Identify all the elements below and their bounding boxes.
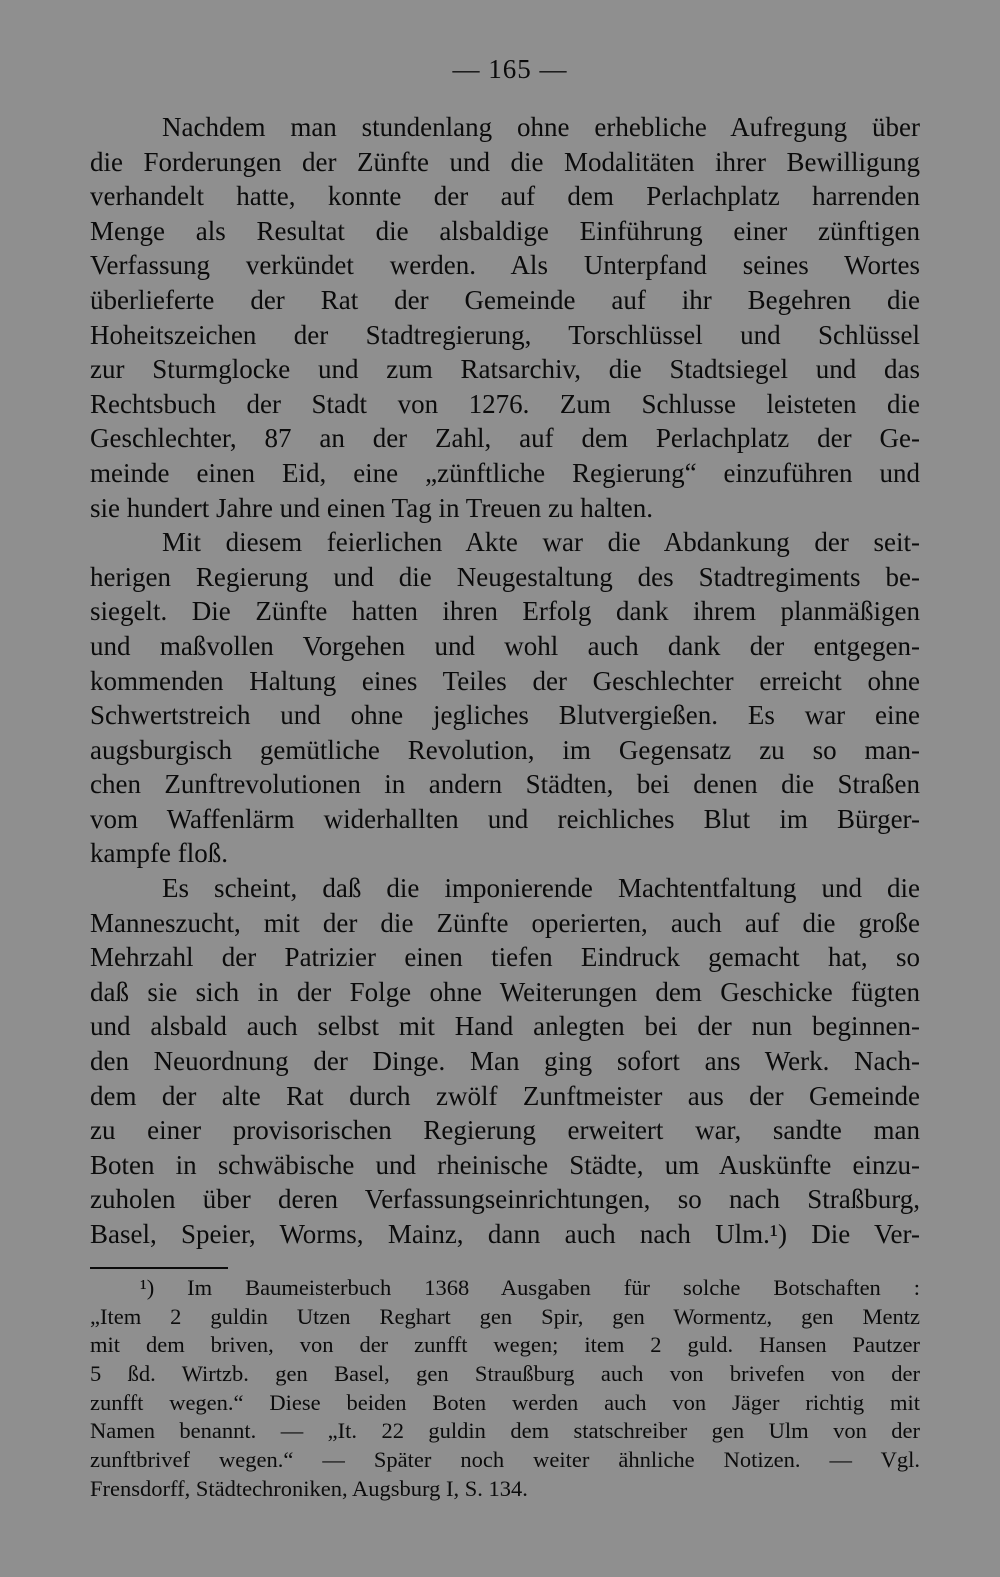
text-line: und alsbald auch selbst mit Hand anlegten bei der nun beginnen-: [90, 1011, 920, 1042]
footnote-line: 5 ßd. Wirtzb. gen Basel, gen Straußburg auch von brivefen von der: [90, 1361, 920, 1387]
footnote-line: ¹) Im Baumeisterbuch 1368 Ausgaben für solche Botschaften :: [140, 1275, 920, 1300]
footnote-line: mit dem briven, von der zunfft wegen; item 2 guld. Hansen Pautzer: [90, 1332, 920, 1358]
text-line: Mit diesem feierlichen Akte war die Abdankung der seit-: [162, 527, 920, 558]
text-line: überlieferte der Rat der Gemeinde auf ihr Begehren die: [90, 284, 920, 315]
text-line: herigen Regierung und die Neugestaltung des Stadtregiments be-: [90, 561, 920, 592]
text-line: chen Zunftrevolutionen in andern Städten, bei denen die Straßen: [90, 769, 920, 800]
text-line: Geschlechter, 87 an der Zahl, auf dem Perlachplatz der Ge-: [90, 423, 920, 454]
text-line: Nachdem man stundenlang ohne erhebliche Aufregung über: [162, 112, 920, 142]
text-line: Menge als Resultat die alsbaldige Einführung einer zünftigen: [90, 215, 920, 246]
text-line: sie hundert Jahre und einen Tag in Treuen zu halten.: [90, 492, 653, 523]
text-line: Basel, Speier, Worms, Mainz, dann auch nach Ulm.¹) Die Ver-: [90, 1219, 920, 1249]
footnote-line: Namen benannt. — „It. 22 guldin dem statschreiber gen Ulm von der: [90, 1418, 920, 1444]
text-line: daß sie sich in der Folge ohne Weiterungen dem Geschicke fügten: [90, 976, 920, 1007]
text-line: den Neuordnung der Dinge. Man ging sofort ans Werk. Nach-: [90, 1046, 920, 1077]
text-line: meinde einen Eid, eine „zünftliche Regierung“ einzuführen und: [90, 457, 920, 488]
text-line: Mehrzahl der Patrizier einen tiefen Eindruck gemacht hat, so: [90, 942, 920, 973]
text-line: Verfassung verkündet werden. Als Unterpfand seines Wortes: [90, 250, 920, 281]
footnote-line: Frensdorff, Städtechroniken, Augsburg I, S. 134.: [90, 1475, 528, 1501]
text-line: Rechtsbuch der Stadt von 1276. Zum Schlusse leisteten die: [90, 388, 920, 419]
footnotes: [90, 1274, 920, 1504]
text-line: Es scheint, daß die imponierende Machtentfaltung und die: [162, 873, 920, 904]
text-line: dem der alte Rat durch zwölf Zunftmeister aus der Gemeinde: [90, 1080, 920, 1111]
text-line: zu einer provisorischen Regierung erweitert war, sandte man: [90, 1115, 920, 1146]
footnote-line: „Item 2 guldin Utzen Reghart gen Spir, gen Wormentz, gen Mentz: [90, 1303, 920, 1329]
footnote-line: zunfft wegen.“ Diese beiden Boten werden auch von Jäger richtig mit: [90, 1389, 920, 1415]
text-line: vom Waffenlärm widerhallten und reichliches Blut im Bürger-: [90, 803, 920, 834]
main-text: [90, 110, 920, 1252]
footnote-line: zunftbrivef wegen.“ — Später noch weiter ähnliche Notizen. — Vgl.: [90, 1447, 920, 1473]
footnote-separator: [90, 1267, 228, 1269]
text-line: siegelt. Die Zünfte hatten ihren Erfolg dank ihrem planmäßigen: [90, 596, 920, 627]
text-line: und maßvollen Vorgehen und wohl auch dank der entgegen-: [90, 630, 920, 661]
text-line: die Forderungen der Zünfte und die Modalitäten ihrer Bewilligung: [90, 146, 920, 177]
text-line: Hoheitszeichen der Stadtregierung, Torschlüssel und Schlüssel: [90, 319, 920, 350]
text-line: Boten in schwäbische und rheinische Städte, um Auskünfte einzu-: [90, 1149, 920, 1180]
page-number: — 165 —: [452, 54, 568, 84]
text-line: zuholen über deren Verfassungseinrichtungen, so nach Straßburg,: [90, 1184, 920, 1215]
text-line: verhandelt hatte, konnte der auf dem Perlachplatz harrenden: [90, 181, 920, 212]
text-line: Schwertstreich und ohne jegliches Blutvergießen. Es war eine: [90, 700, 920, 731]
text-line: augsburgisch gemütliche Revolution, im Gegensatz zu so man-: [90, 734, 920, 765]
text-line: zur Sturmglocke und zum Ratsarchiv, die Stadtsiegel und das: [90, 354, 920, 385]
text-line: kommenden Haltung eines Teiles der Geschlechter erreicht ohne: [90, 665, 920, 696]
text-line: kampfe floß.: [90, 838, 228, 869]
text-line: Manneszucht, mit der die Zünfte operierten, auch auf die große: [90, 907, 920, 938]
